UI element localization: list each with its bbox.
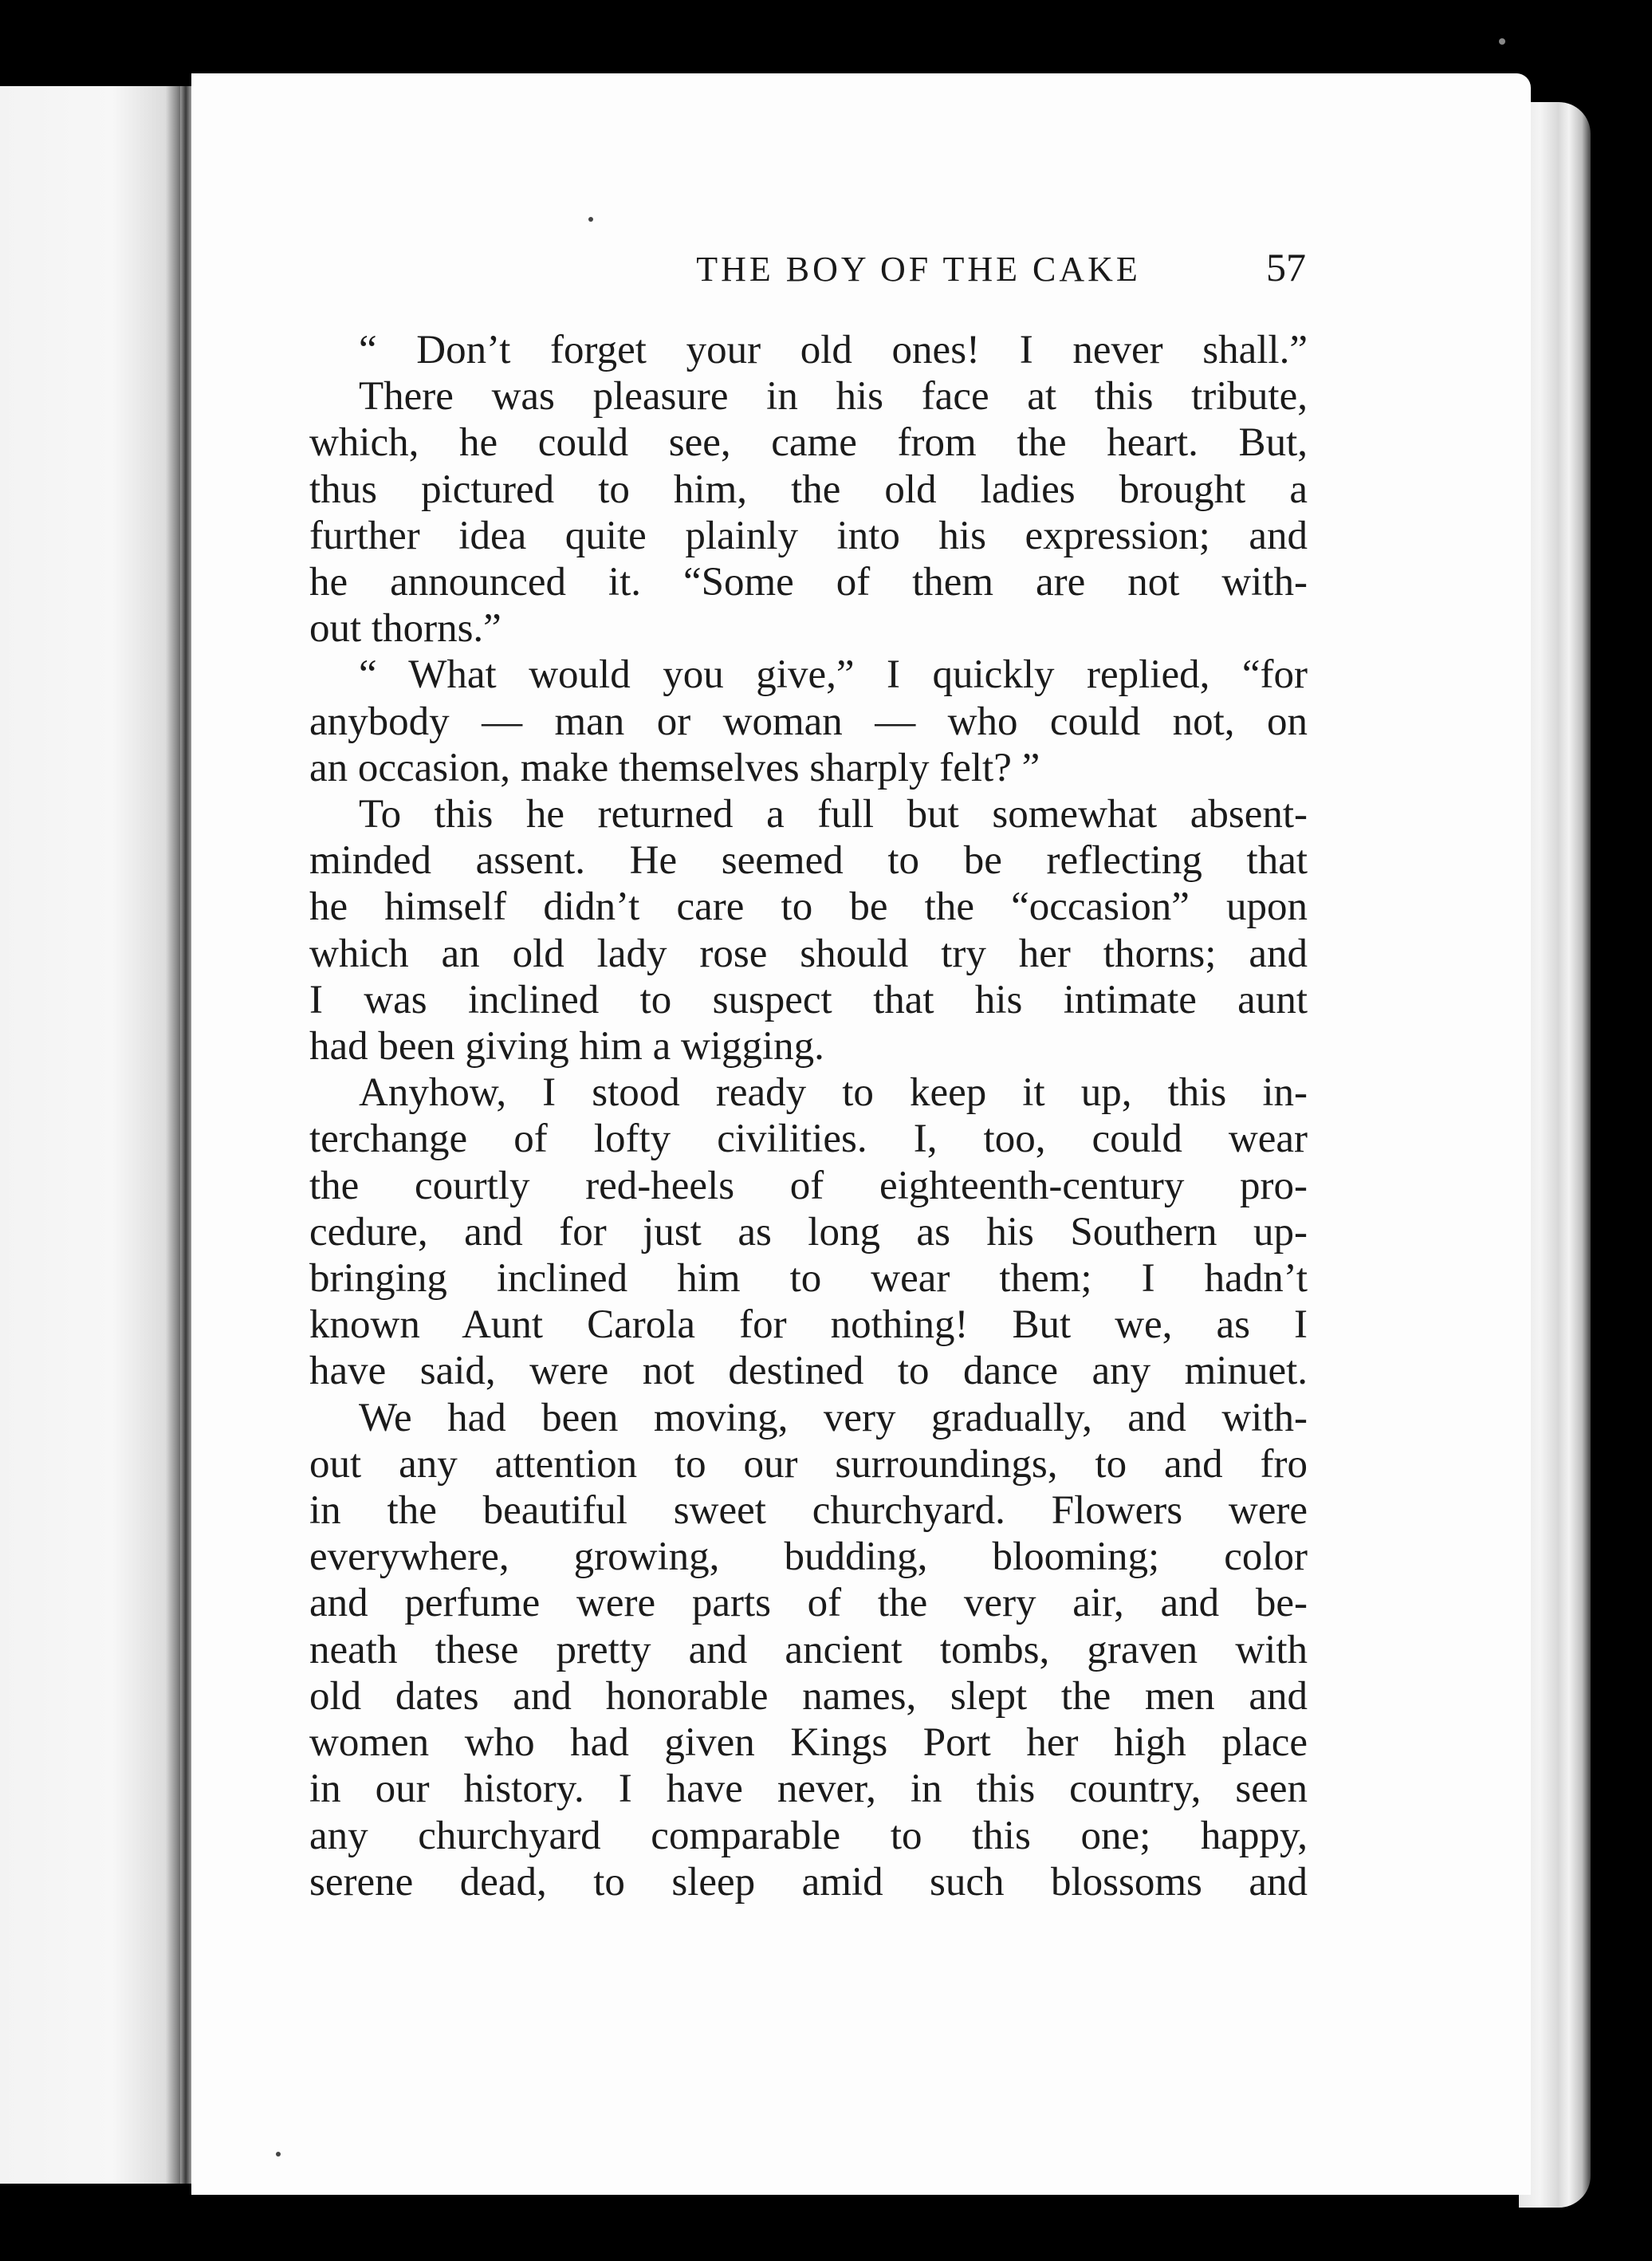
text-line: anybody — man or woman — who could not, on (309, 699, 1308, 744)
text-line: had been giving him a wigging. (309, 1024, 824, 1069)
text-line: known Aunt Carola for nothing! But we, as I (309, 1302, 1308, 1348)
text-line: old dates and honorable names, slept the men and (309, 1673, 1308, 1719)
text-line: in our history. I have never, in this country, seen (309, 1767, 1308, 1812)
text-line: further idea quite plainly into his expression; and (309, 513, 1308, 558)
text-line: bringing inclined him to wear them; I hadn’t (309, 1256, 1308, 1302)
text-line: minded assent. He seemed to be reflecting that (309, 838, 1308, 884)
text-line: out thorns.” (309, 606, 502, 652)
text-line: neath these pretty and ancient tombs, graven with (309, 1627, 1308, 1672)
text-line: serene dead, to sleep amid such blossoms and (309, 1859, 1308, 1905)
text-line: I was inclined to suspect that his intimate aunt (309, 977, 1308, 1022)
text-line: he announced it. “Some of them are not with- (309, 560, 1308, 605)
text-line: terchange of lofty civilities. I, too, could wear (309, 1117, 1308, 1162)
text-line: thus pictured to him, the old ladies brought a (309, 467, 1308, 512)
facing-page-edge (0, 86, 188, 2184)
text-line: women who had given Kings Port her high place (309, 1720, 1308, 1766)
scan-speck (1499, 38, 1505, 45)
text-line: everywhere, growing, budding, blooming; color (309, 1534, 1308, 1580)
body-text (309, 327, 1308, 1905)
text-line: and perfume were parts of the very air, and be- (309, 1581, 1308, 1626)
text-line: “ Don’t forget your old ones! I never shall.” (359, 328, 1308, 372)
text-line: cedure, and for just as long as his Southern up- (309, 1209, 1308, 1255)
text-line: any churchyard comparable to this one; happy, (309, 1813, 1308, 1858)
scan-speck (276, 2152, 281, 2157)
text-line: out any attention to our surroundings, to and fro (309, 1441, 1308, 1487)
text-line: which, he could see, came from the heart. But, (309, 420, 1308, 466)
text-line: he himself didn’t care to be the “occasion” upon (309, 884, 1308, 930)
page-header (191, 239, 1531, 303)
text-line: “ What would you give,” I quickly replied, “for (359, 652, 1308, 698)
text-line: an occasion, make themselves sharply felt? ” (309, 745, 1040, 790)
text-line: We had been moving, very gradually, and with- (359, 1395, 1308, 1440)
book-gutter (180, 86, 191, 2184)
text-line: the courtly red-heels of eighteenth-century pro- (309, 1163, 1308, 1208)
text-line: which an old lady rose should try her thorns; and (309, 931, 1308, 976)
page-number: 57 (1266, 245, 1306, 290)
text-line: Anyhow, I stood ready to keep it up, this in- (359, 1070, 1308, 1116)
text-line: There was pleasure in his face at this tribute, (359, 374, 1308, 420)
text-line: in the beautiful sweet churchyard. Flowers were (309, 1488, 1308, 1534)
scan-speck (588, 217, 593, 222)
text-line: have said, were not destined to dance any minuet. (309, 1349, 1308, 1394)
text-line: To this he returned a full but somewhat absent- (359, 792, 1308, 837)
running-title: THE BOY OF THE CAKE (696, 250, 1141, 289)
